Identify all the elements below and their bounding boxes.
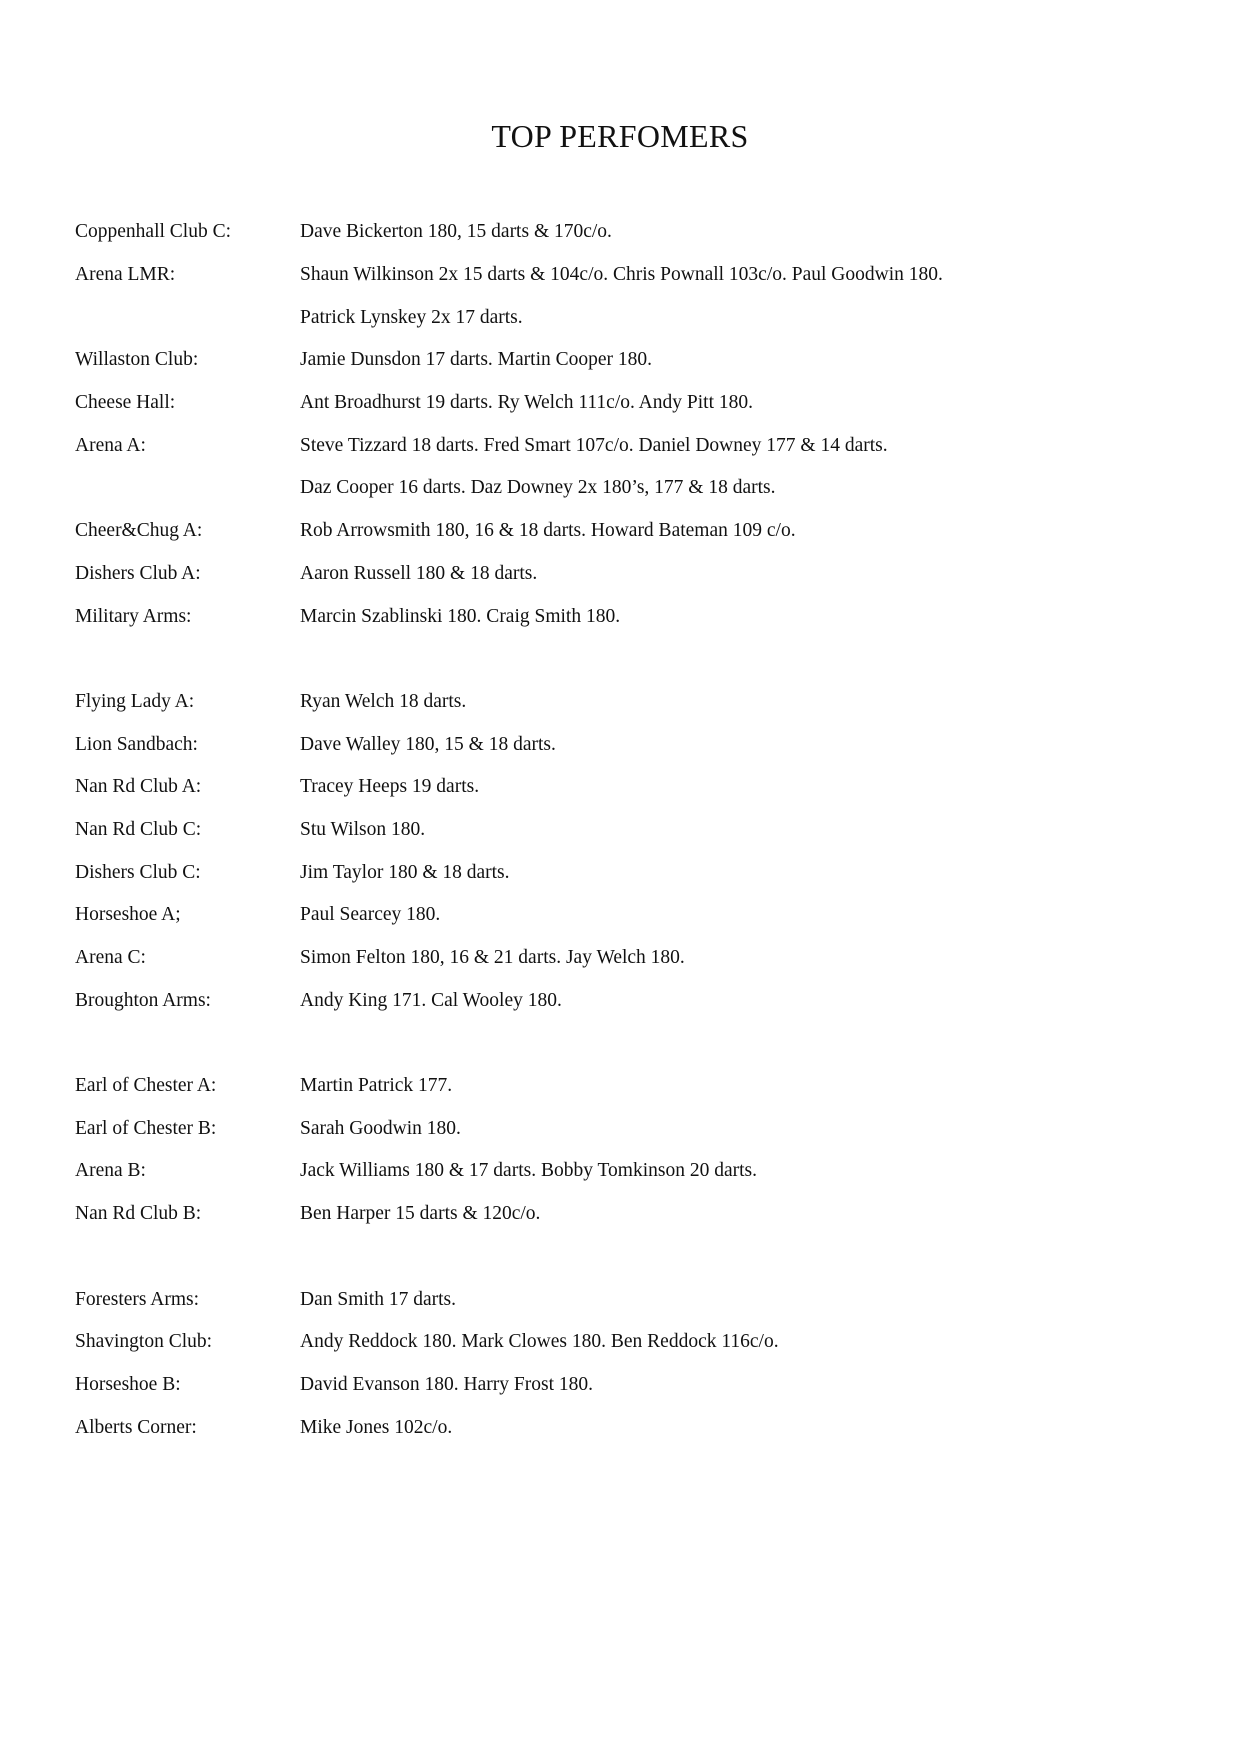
performer-row (75, 339, 1195, 382)
performer-row (75, 1364, 1195, 1407)
page-title: TOP PERFOMERS (491, 118, 749, 154)
performance-text: Sarah Goodwin 180. (300, 1117, 461, 1139)
performer-row (75, 809, 1195, 852)
team-name: Lion Sandbach: (75, 733, 198, 755)
performance-text: Stu Wilson 180. (300, 818, 426, 840)
performance-text: Jamie Dunsdon 17 darts. Martin Cooper 180. (300, 349, 653, 371)
team-name: Dishers Club C: (75, 861, 201, 883)
performance-text: Andy King 171. Cal Wooley 180. (300, 989, 562, 1011)
performance-text: Tracey Heeps 19 darts. (300, 776, 480, 798)
performer-row (75, 467, 1195, 510)
performers-list (75, 211, 1195, 1449)
performance-text: Aaron Russell 180 & 18 darts. (300, 562, 538, 584)
performance-text: Jack Williams 180 & 17 darts. Bobby Tomkinson 20 darts. (300, 1160, 757, 1182)
performance-text: Simon Felton 180, 16 & 21 darts. Jay Welch 180. (300, 947, 685, 969)
team-name: Foresters Arms: (75, 1288, 200, 1310)
performance-text: Ryan Welch 18 darts. (300, 690, 467, 712)
performer-row (75, 1107, 1195, 1150)
team-name: Nan Rd Club C: (75, 818, 202, 840)
performer-row (75, 1150, 1195, 1193)
team-name: Cheer&Chug A: (75, 520, 203, 542)
group-spacer (75, 638, 1195, 681)
performer-row (75, 1065, 1195, 1108)
team-name: Horseshoe A; (75, 904, 181, 926)
performance-text: Rob Arrowsmith 180, 16 & 18 darts. Howard Bateman 109 c/o. (300, 520, 796, 542)
performer-row (75, 681, 1195, 724)
performance-text: Daz Cooper 16 darts. Daz Downey 2x 180’s, 177 & 18 darts. (300, 477, 776, 499)
performer-row (75, 894, 1195, 937)
performance-text: Dave Walley 180, 15 & 18 darts. (300, 733, 556, 755)
performer-row (75, 1193, 1195, 1236)
performance-text: Martin Patrick 177. (300, 1075, 453, 1097)
performance-text: Mike Jones 102c/o. (300, 1416, 453, 1438)
performer-row (75, 296, 1195, 339)
group-spacer (75, 1022, 1195, 1065)
group-spacer (75, 1236, 1195, 1279)
performer-row (75, 254, 1195, 297)
team-name: Earl of Chester B: (75, 1117, 217, 1139)
team-name: Dishers Club A: (75, 562, 201, 584)
performer-row (75, 595, 1195, 638)
performance-text: Jim Taylor 180 & 18 darts. (300, 861, 510, 883)
team-name: Arena C: (75, 947, 146, 969)
performance-text: Patrick Lynskey 2x 17 darts. (300, 306, 523, 328)
performance-text: Steve Tizzard 18 darts. Fred Smart 107c/o. Daniel Downey 177 & 14 darts. (300, 434, 888, 456)
performer-row (75, 851, 1195, 894)
performance-text: Ant Broadhurst 19 darts. Ry Welch 111c/o. Andy Pitt 180. (300, 392, 753, 414)
team-name: Flying Lady A: (75, 690, 195, 712)
performance-text: Shaun Wilkinson 2x 15 darts & 104c/o. Chris Pownall 103c/o. Paul Goodwin 180. (300, 264, 943, 286)
team-name: Arena B: (75, 1160, 146, 1182)
team-name: Military Arms: (75, 605, 192, 627)
team-name: Horseshoe B: (75, 1373, 181, 1395)
performance-text: Ben Harper 15 darts & 120c/o. (300, 1203, 541, 1225)
performer-row (75, 766, 1195, 809)
performer-row (75, 382, 1195, 425)
performer-row (75, 424, 1195, 467)
performance-text: Paul Searcey 180. (300, 904, 441, 926)
performance-text: David Evanson 180. Harry Frost 180. (300, 1373, 594, 1395)
performer-row (75, 1278, 1195, 1321)
team-name: Nan Rd Club B: (75, 1203, 202, 1225)
performer-row (75, 937, 1195, 980)
team-name: Arena A: (75, 434, 146, 456)
performance-text: Dan Smith 17 darts. (300, 1288, 456, 1310)
team-name: Broughton Arms: (75, 989, 211, 1011)
team-name: Shavington Club: (75, 1331, 213, 1353)
performance-text: Marcin Szablinski 180. Craig Smith 180. (300, 605, 621, 627)
performer-row (75, 1406, 1195, 1449)
performer-row (75, 723, 1195, 766)
team-name: Willaston Club: (75, 349, 199, 371)
performer-row (75, 1321, 1195, 1364)
performance-text: Andy Reddock 180. Mark Clowes 180. Ben Reddock 116c/o. (300, 1331, 779, 1353)
team-name: Nan Rd Club A: (75, 776, 202, 798)
performance-text: Dave Bickerton 180, 15 darts & 170c/o. (300, 221, 612, 243)
team-name: Earl of Chester A: (75, 1075, 217, 1097)
performer-row (75, 979, 1195, 1022)
team-name: Arena LMR: (75, 264, 176, 286)
performer-row (75, 553, 1195, 596)
performer-row (75, 211, 1195, 254)
team-name: Coppenhall Club C: (75, 221, 231, 243)
team-name: Alberts Corner: (75, 1416, 197, 1438)
performer-row (75, 510, 1195, 553)
team-name: Cheese Hall: (75, 392, 176, 414)
